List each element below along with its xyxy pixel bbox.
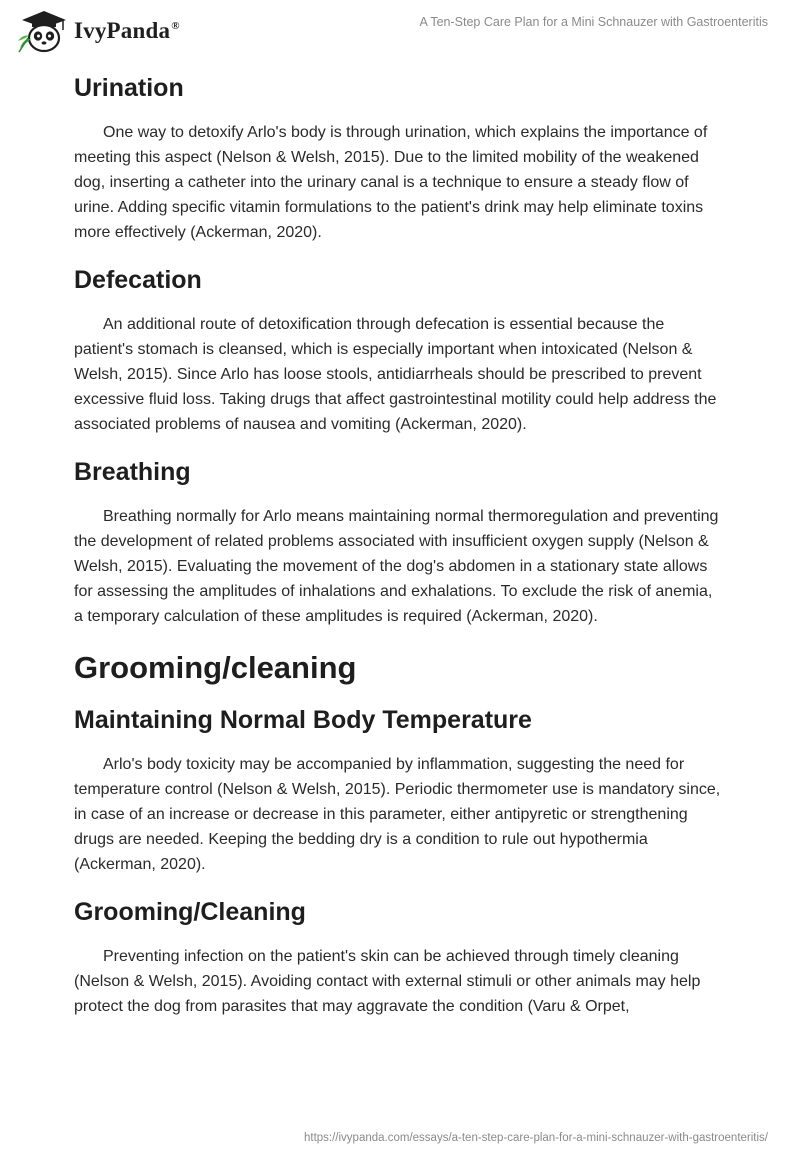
section-heading: Breathing: [74, 458, 191, 486]
panda-graduate-icon: [14, 8, 70, 54]
section-heading: Urination: [74, 74, 184, 102]
document-title: A Ten-Step Care Plan for a Mini Schnauzer with Gastroenteritis: [419, 15, 768, 29]
section-paragraph: One way to detoxify Arlo's body is through urination, which explains the importance of meeting this aspect (Nelson & Welsh, 2015). Due to the limited mobility of the weakened dog, inserting a catheter into the urinary canal is a technique to ensure a steady flow of urine. Adding specific vitamin formulations to the patient's drink may help eliminate toxins more effectively (Ackerman, 2020).: [74, 124, 708, 241]
ivypanda-logo[interactable]: [14, 8, 180, 54]
subsection-paragraph: Preventing infection on the patient's skin can be achieved through timely cleaning (Nelson & Welsh, 2015). Avoiding contact with external stimuli or other animals may help protect the dog from parasites that may aggravate the condition (Varu & Orpet,: [74, 948, 701, 1015]
section-paragraph: An additional route of detoxification through defecation is essential because the patient's stomach is cleansed, which is especially important when intoxicated (Nelson & Welsh, 2015). Since Arlo has loose stools, antidiarrheals should be prescribed to prevent excessive fluid loss. Taking drugs that affect gastrointestinal motility could help address the associated problems of nausea and vomiting (Ackerman, 2020).: [74, 316, 717, 433]
article-body: [74, 70, 724, 1036]
page-header: [0, 0, 800, 64]
section-heading: Defecation: [74, 266, 202, 294]
subsection-paragraph: Arlo's body toxicity may be accompanied by inflammation, suggesting the need for temperature control (Nelson & Welsh, 2015). Periodic thermometer use is mandatory since, in case of an increase or decrease in this parameter, either antipyretic or strengthening drugs are needed. Keeping the bedding dry is a condition to rule out hypothermia (Ackerman, 2020).: [74, 756, 721, 873]
section-paragraph: Breathing normally for Arlo means maintaining normal thermoregulation and preventing the development of related problems associated with insufficient oxygen supply (Nelson & Welsh, 2015). Evaluating the movement of the dog's abdomen in a stationary state allows for assessing the amplitudes of inhalations and exhalations. To exclude the risk of anemia, a temporary calculation of these amplitudes is required (Ackerman, 2020).: [74, 508, 719, 625]
subsection-heading: Maintaining Normal Body Temperature: [74, 706, 532, 734]
major-heading: Grooming/cleaning: [74, 650, 357, 685]
source-url[interactable]: https://ivypanda.com/essays/a-ten-step-care-plan-for-a-mini-schnauzer-with-gastroenteritis/: [303, 1132, 768, 1144]
subsection-heading: Grooming/Cleaning: [74, 898, 306, 926]
brand-name: IvyPanda®: [74, 18, 180, 43]
